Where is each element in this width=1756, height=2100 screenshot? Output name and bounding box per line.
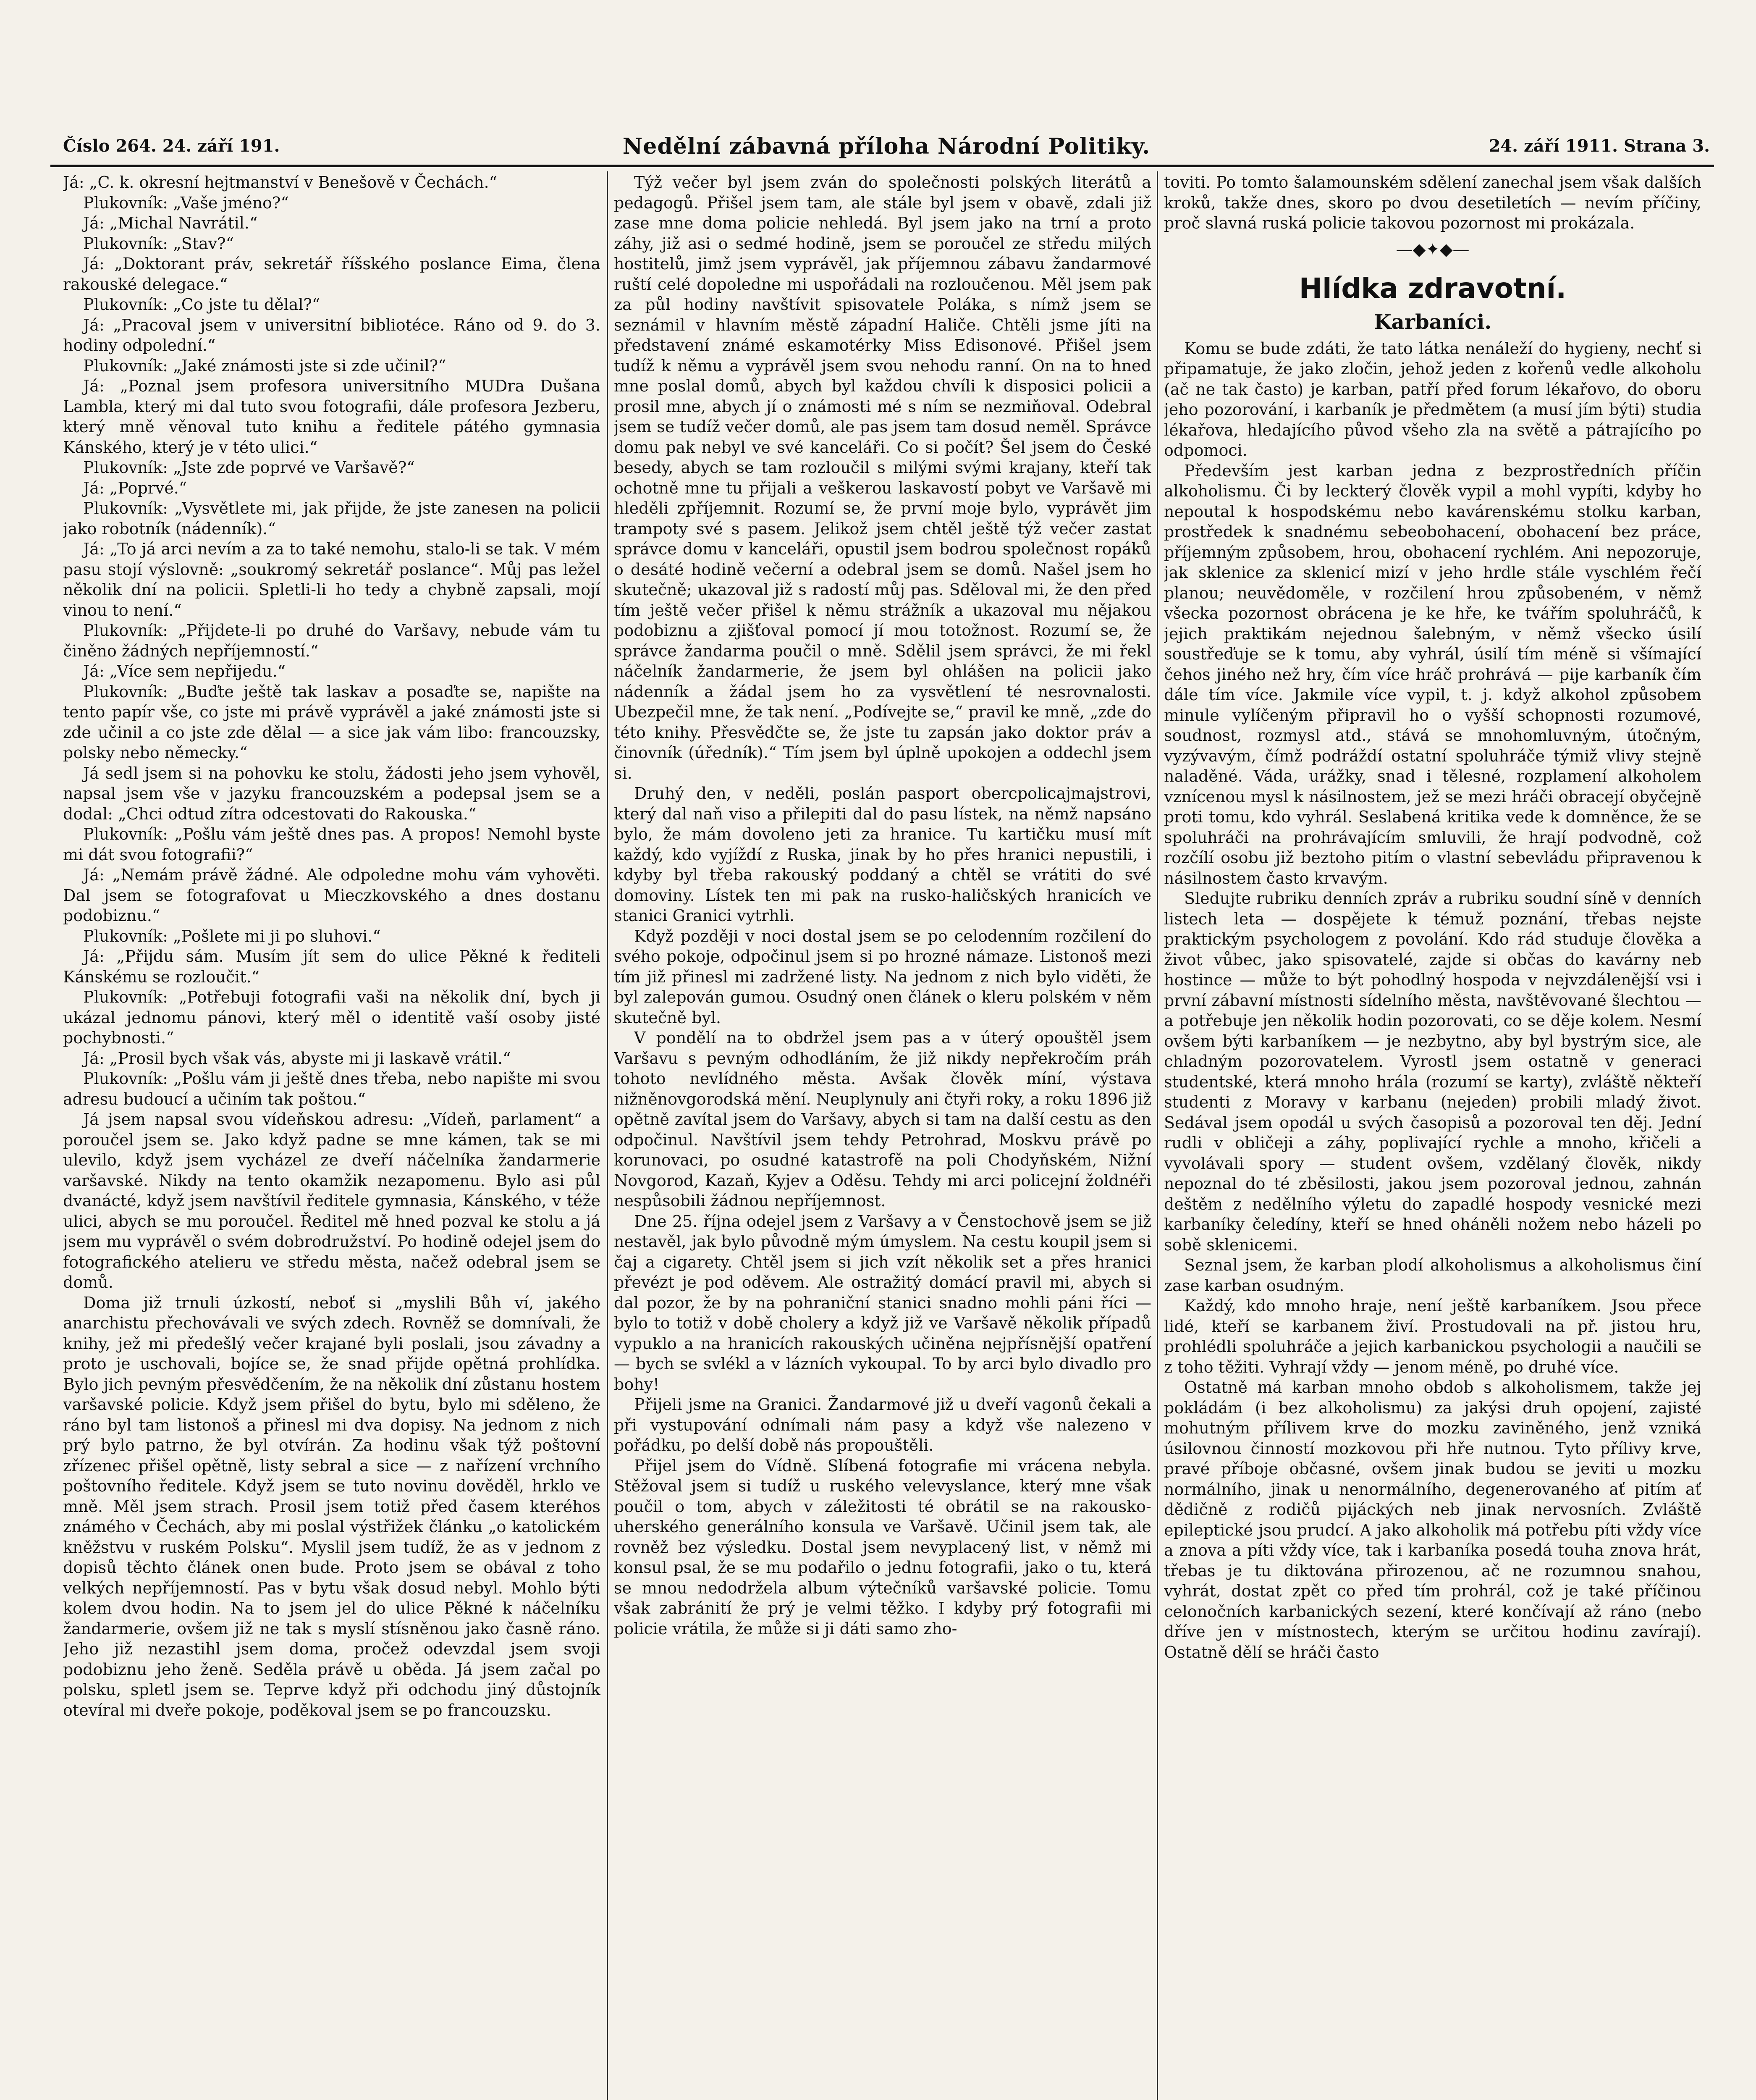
paragraph: Druhý den, v neděli, poslán pasport obercpolicajmajstrovi, který dal naň viso a přilepiti dal do pasu lístek, na němž napsáno bylo, že mám dovoleno jeti za hranice. Tu kartičku musí mít každý, kdo vyjíždí z Ruska, jinak by ho přes hranici nepustili, i kdyby byl třeba rakouský poddaný a chtěl se vrátiti do své domoviny. Lístek ten mi pak na rusko-haličských hranicích ve stanici Granici vytrhli. <box>614 784 1151 925</box>
paragraph: Přijel jsem do Vídně. Slíbená fotografie mi vrácena nebyla. Stěžoval jsem si tudíž u ruského velevyslance, který mne však poučil o tom, abych v záležitosti té obrátil se na rakousko-uherského generálního konsula ve Varšavě. Učinil jsem tak, ale rovněž bez výsledku. Dostal jsem nevyplacený list, v němž mi konsul psal, že se mu podařilo o jednu fotografii, jako o tu, která se mnou nedodržela album výtečníků varšavské policie. Tomu však zabránití že prý je velmi těžko. I kdyby prý fotografii mi policie vrátila, že může si ji dáti samo zho- <box>614 1456 1151 1638</box>
paragraph: Když později v noci dostal jsem se po celodenním rozčilení do svého pokoje, odpočinul jsem si po hrozné námaze. Listonoš mezi tím již přinesl mi zadržené listy. Na jednom z nich bylo viděti, že byl zalepován gumou. Osudný onen článek o kleru polském v něm skutečně byl. <box>614 927 1151 1027</box>
paragraph: Já sedl jsem si na pohovku ke stolu, žádosti jeho jsem vyhověl, napsal jsem vše v jazyku francouzském a podepsal jsem se a dodal: „Chci odtud zítra odcestovati do Rakouska.“ <box>63 764 600 823</box>
paragraph: Plukovník: „Pošlu vám ještě dnes pas. A propos! Nemohl byste mi dát svou fotografii?“ <box>63 825 600 864</box>
column-divider <box>607 171 608 2100</box>
paragraph: Já: „Pracoval jsem v universitní bibliotéce. Ráno od 9. do 3. hodiny odpolední.“ <box>63 315 600 354</box>
column-2 <box>614 172 1151 2100</box>
paragraph: Já: „Michal Navrátil.“ <box>83 214 258 232</box>
column-1 <box>63 172 600 2100</box>
paragraph: Plukovník: „Vaše jméno?“ <box>83 193 289 212</box>
paragraph: Plukovník: „Potřebuji fotografii vaši na několik dní, bych ji ukázal jednomu pánovi, který měl o identitě vaší osoby jisté pochybnosti.“ <box>63 988 600 1047</box>
paragraph: Plukovník: „Co jste tu dělal?“ <box>83 295 320 314</box>
paragraph: Každý, kdo mnoho hraje, není ještě karbaníkem. Jsou přece lidé, kteří se karbanem živí. Prostudovali na př. jistou hru, prohlédli spoluhráče a jejich karbanickou psychologii a naučili se z toho těžiti. Vyhrají vždy — jenom méně, po druhé více. <box>1164 1297 1701 1376</box>
paragraph: Já: „Prosil bych však vás, abyste mi ji laskavě vrátil.“ <box>83 1049 511 1068</box>
paragraph: Ostatně má karban mnoho obdob s alkoholismem, takže jej pokládám (i bez alkoholismu) za jakýsi druh opojení, zajisté mohutným přílivem krve do mozku zaviněného, jenž vzniká úsilovnou činností mozkovou při hře nutnou. Tyto přílivy krve, pravé příboje občasné, ovšem jinak budou se jeviti u mozku normálního, jinak u nenormálního, degenerovaného ať pitím ať dědičně z rodičů pijáckých neb jinak nervosních. Zvláště epileptické jsou prudcí. A jako alkoholik má potřebu píti vždy více a znova a píti vždy více, tak i karbaníka posedá touha znova hrát, třebas je tu diktována přirozenou, ač ne rozumnou snahou, vyhrát, dostat zpět co před tím prohrál, což je také příčinou celonočních karbanických sezení, které končívají až ráno (nebo dříve jen v místnostech, kterým se určitou hodinu zavírají). Ostatně dělí se hráči často <box>1164 1378 1701 1662</box>
column-3 <box>1164 172 1701 2100</box>
paragraph: Plukovník: „Jaké známosti jste si zde učinil?“ <box>83 356 446 375</box>
paragraph: Já: „C. k. okresní hejtmanství v Benešově v Čechách.“ <box>63 173 498 192</box>
paragraph: toviti. Po tomto šalamounském sdělení zanechal jsem však dalších kroků, takže dnes, skoro po dvou desetiletích — nevím příčiny, proč slavná ruská policie takovou pozornost mi prokázala. <box>1164 173 1701 232</box>
paragraph: Přijeli jsme na Granici. Žandarmové již u dveří vagonů čekali a při vystupování odnímali nám pasy a když vše nalezeno v pořádku, po delší době nás propouštěli. <box>614 1395 1151 1454</box>
section-title: Hlídka zdravotní. <box>1299 272 1567 304</box>
paragraph: Já: „Poznal jsem profesora universitního MUDra Dušana Lambla, který mi dal tuto svou fotografii, dále profesora Jezberu, který mně věnoval tuto knihu a ředitele pátého gymnasia Kánského, který je v této ulici.“ <box>63 377 600 457</box>
paragraph: Plukovník: „Buďte ještě tak laskav a posaďte se, napište na tento papír vše, co jste mi právě vyprávěl a jaké známosti jste si zde učinil a co jste zde dělal — a sice jak vám libo: francouzsky, polsky nebo německy.“ <box>63 682 600 762</box>
masthead-title: Nedělní zábavná příloha Národní Politiky. <box>622 134 1151 159</box>
paragraph: Komu se bude zdáti, že tato látka nenáleží do hygieny, nechť si připamatuje, že jako zločin, jehož jeden z kořenů vedle alkoholu (ač ne tak často) je karban, patří před forum lékařovo, do oboru jeho pozorování, i karbaník je předmětem (a musí jím býti) studia lékařova, hledajícího původ všeho zla na světě a pátrajícího po odpomoci. <box>1164 339 1701 459</box>
paragraph: Já: „Doktorant práv, sekretář říšského poslance Eima, člena rakouské delegace.“ <box>63 255 600 294</box>
section-subtitle: Karbaníci. <box>1373 310 1492 334</box>
paragraph: Plukovník: „Stav?“ <box>83 234 234 253</box>
paragraph: Plukovník: „Přijdete-li po druhé do Varšavy, nebude vám tu činěno žádných nepříjemností.“ <box>63 621 600 660</box>
paragraph: Plukovník: „Pošlete mi ji po sluhovi.“ <box>83 927 381 945</box>
paragraph: Já: „Nemám právě žádné. Ale odpoledne mohu vám vyhověti. Dal jsem se fotografovat u Mieczkovského a dnes dostanu podobiznu.“ <box>63 866 600 925</box>
paragraph: Dne 25. října odejel jsem z Varšavy a v Čenstochově jsem se již nestavěl, jak bylo původně mým úmyslem. Na cestu koupil jsem si čaj a cigarety. Chtěl jsem si jich vzít několik set a přes hranici převézt je pod oděvem. Ale ostražitý domácí pravil mi, abych si dal pozor, že by na pohraniční stanici snadno mohli páni říci — bylo to totiž v době cholery a když již ve Varšavě několik případů vypuklo a na hranicích rakouských učiněna nejpřísnější opatření — bych se svlékl a v lázních vykoupal. To by arci bylo divadlo pro bohy! <box>614 1212 1151 1394</box>
header-rule <box>50 165 1714 167</box>
paragraph: Já: „Více sem nepřijedu.“ <box>83 662 286 680</box>
paragraph: Plukovník: „Pošlu vám ji ještě dnes třeba, nebo napište mi svou adresu budoucí a učiním tak poštou.“ <box>63 1069 600 1108</box>
paragraph: Já: „Přijdu sám. Musím jít sem do ulice Pěkné k řediteli Kánskému se rozloučit.“ <box>63 947 600 986</box>
paragraph: Doma již trnuli úzkostí, neboť si „myslili Bůh ví, jakého anarchistu přechovávali ve svých zdech. Rovněž se domnívali, že knihy, jež mi předešlý večer krajané byli poslali, jsou závadny a proto je uschovali, bojíce se, že snad přijde opětná prohlídka. Bylo jich pevným přesvědčením, že na několik dní zůstanu hostem varšavské policie. Když jsem přišel do bytu, bylo mi sděleno, že ráno byl tam listonoš a přinesl mi dva dopisy. Na jednom z nich prý bylo patrno, že byl otvírán. Za hodinu však týž poštovní zřízenec přišel opětně, listy sebral a sice — z nařízení vrchního poštovního ředitele. Když jsem se tuto novinu dověděl, hrklo ve mně. Měl jsem strach. Prosil jsem totiž před časem kteréhos známého v Čechách, aby mi poslal výstřižek článku „o katolickém kněžstvu v ruském Polsku“. Myslil jsem tudíž, že as v jednom z dopisů těchto článek onen bude. Proto jsem se obával z toho velkých nepříjemností. Pas v bytu však dosud nebyl. Mohlo býti kolem dvou hodin. Na to jsem jel do ulice Pěkné k náčelníku žandarmerie, ovšem již ne tak s myslí stísněnou jako časně ráno. Jeho již nezastihl jsem doma, pročež odevzdal jsem svoji podobiznu jeho ženě. Seděla právě u oběda. Já jsem začal po polsku, spletl jsem se. Teprve když při odchodu jiný důstojník otevíral mi dveře pokoje, poděkoval jsem se po francouzsku. <box>63 1293 600 1719</box>
paragraph: Já: „To já arci nevím a za to také nemohu, stalo-li se tak. V mém pasu stojí výslovně: „soukromý sekretář poslance“. Můj pas ležel několik dní na policii. Spletli-li ho tedy a chybně zapsali, mojí vinou to není.“ <box>63 540 600 620</box>
page-header <box>63 134 1710 163</box>
paragraph: Plukovník: „Jste zde poprvé ve Varšavě?“ <box>83 458 415 477</box>
paragraph: Seznal jsem, že karban plodí alkoholismus a alkoholismus činí zase karban osudným. <box>1164 1256 1701 1295</box>
issue-number: Číslo 264. 24. září 191. <box>63 136 280 156</box>
paragraph: Především jest karban jedna z bezprostředních příčin alkoholismu. Či by leckterý člověk vypil a mohl vypíti, kdyby ho nepoutal k hospodskému nebo kavárenskému stolku karban, prostředek k snadnému sebeobohacení, obohacení bez práce, příjemným způsobem, hrou, obohacení rychlém. Ani nepozoruje, jak sklenice za sklenicí mizí v jeho hrdle stále vyschlém řečí planou; neuvědoměle, v rozčilení hrou způsobeném, v němž všecka pozornost obrácena je ke hře, ke tvářím spoluhráčů, k jejich praktikám nejednou šalebným, v němž všecko úsilí soustřeďuje se k tomu, aby vyhrál, úsilí tím méně si všímající čehos jiného než hry, čím více hráč prohrává — pije karbaník čím dále tím více. Jakmile více vypil, t. j. když alkohol způsobem minule vylíčeným připravil ho o vyšší schopnosti rozumové, soudnost, rozmysl atd., stává se mnohomluvným, útočným, vyzývavým, čímž podráždí ostatní spoluhráče týmiž vlivy stejně naladěné. Váda, urážky, snad i tělesné, rozplamení alkoholem vznícenou mysl k násilnostem, jež se mezi hráči obracejí obyčejně proti tomu, kdo vyhrál. Seslabená kritika vede k domněnce, že se spoluhráči na prohrávajícím smluvili, že hrají podvodně, což rozčílí osobu již beztoho pitím o vlastní sebevládu připravenou k násilnostem často krvavým. <box>1164 461 1701 887</box>
paragraph: Sledujte rubriku denních zpráv a rubriku soudní síně v denních listech leta — dospějete k témuž poznání, třebas nejste praktickým psychologem z povolání. Kdo rád studuje člověka a život vůbec, jako spisovatelé, zajde si občas do kavárny neb hostince — může to být pohodlný hospoda v nejvzdálenější vsi i první zábavní místnosti sídelního města, navštěvované šlechtou — a potřebuje jen několik hodin pozorovati, co se děje kolem. Nesmí ovšem býti karbaníkem — je nezbytno, aby byl bystrým sice, ale chladným pozorovatelem. Vyrostl jsem ostatně v generaci studentské, která mnoho hrála (rozumí se karty), zvláště někteří studenti z Moravy v karbanu (nejeden) probili mladý život. Sedával jsem opodál u svých časopisů a pozoroval ten děj. Jední rudli v obličeji a záhy, poplivající rychle a mnoho, křičeli a vyvolávali spory — student ovšem, vzdělaný člověk, nikdy nepoznal do té zběsilosti, jakou jsem pozoroval jednou, zahnán deštěm z nedělního výletu do zapadlé hospody vesnické mezi karbaníky čeledíny, kteří se hned oháněli nožem nebo házeli po sobě sklenicemi. <box>1164 889 1701 1254</box>
column-divider <box>1157 171 1158 2100</box>
paragraph: Já jsem napsal svou vídeňskou adresu: „Vídeň, parlament“ a poroučel jsem se. Jako když padne se mne kámen, tak se mi ulevilo, když jsem vycházel ze dveří náčelníka žandarmerie varšavské. Nikdy na tento okamžik nezapomenu. Bylo asi půl dvanácté, když jsem navštívil ředitele gymnasia, Kánského, v téže ulici, abych se mu poroučel. Ředitel mě hned pozval ke stolu a já jsem mu vyprávěl o svém dobrodružství. Po hodině odejel jsem do fotografického atelieru ve středu města, načež odebral jsem se domů. <box>63 1110 600 1292</box>
paragraph: Já: „Poprvé.“ <box>83 478 187 497</box>
ornament-divider: —◆✦◆— <box>1396 239 1470 259</box>
paragraph: Týž večer byl jsem zván do společnosti polských literátů a pedagogů. Přišel jsem tam, ale stále byl jsem v obavě, zdali již zase mne doma policie nehledá. Byl jsem jako na trní a proto záhy, již asi o sedmé hodině, jsem se poroučel ze středu milých hostitelů, jimž jsem vyprávěl, jak příjemnou zábavu žandarmové ruští celé dopoledne mi uspořádali na rozloučenou. Měl jsem pak za půl hodiny navštívit spisovatele Poláka, s nímž jsem se seznámil v hlavním městě západní Haliče. Chtěli jsme jíti na představení známé eskamotérky Miss Edisonové. Přišel jsem tudíž k němu a vyprávěl jsem svou nehodu ranní. On na to hned mne poslal domů, abych byl každou chvíli k disposici policii a prosil mne, abych jí o známosti mé s ním se nezmiňoval. Odebral jsem se tudíž večer domů, ale pas jsem tam dosud neměl. Správce domu pak nebyl ve své kanceláři. Co si počít? Šel jsem do České besedy, abych se tam rozloučil s milými svými krajany, kteří tak ochotně mne tu přijali a veškerou laskavostí pobyt ve Varšavě mi hleděli zpříjemnit. Rozumí se, že první moje bylo, vyprávět jim trampoty své s pasem. Jelikož jsem chtěl ještě týž večer zastat správce domu v kanceláři, opustil jsem bodrou společnost ropáků o desáté hodině večerní a odebral jsem se domů. Našel jsem ho skutečně; ukazoval již s radostí můj pas. Sděloval mi, že den před tím ještě večer přišel k němu strážník a ukazoval mu nějakou podobiznu a zjišťoval pomocí jí mou totožnost. Rozumí se, že správce žandarma poučil o mně. Sdělil jsem správci, že mi řekl náčelník žandarmerie, že jsem byl ohlášen na policii jako nádenník a žádal jsem ho za vysvětlení té nesrovnalosti. Ubezpečil mne, že tak není. „Podívejte se,“ pravil ke mně, „zde do této knihy. Přesvědčte se, že jste tu zapsán jako doktor práv a činovník (úředník).“ Tím jsem byl úplně upokojen a oddechl jsem si. <box>614 173 1151 782</box>
paragraph: V pondělí na to obdržel jsem pas a v úterý opouštěl jsem Varšavu s pevným odhodláním, že již nikdy nepřekročím práh tohoto nevlídného města. Avšak člověk míní, výstava nižněnovgorodská mění. Neuplynuly ani čtyři roky, a roku 1896 již opětně zavítal jsem do Varšavy, abych si tam na další cestu as den odpočinul. Navštívil jsem tehdy Petrohrad, Moskvu právě po korunovaci, po osudné katastrofě na poli Chodyňském, Nižní Novgorod, Kazaň, Kyjev a Oděsu. Tehdy mi arci policejní žoldnéři nespůsobili žádnou nepříjemnost. <box>614 1029 1151 1210</box>
date-and-page: 24. září 1911. Strana 3. <box>1489 136 1710 156</box>
paragraph: Plukovník: „Vysvětlete mi, jak přijde, že jste zanesen na policii jako robotník (nádenník).“ <box>63 499 600 538</box>
